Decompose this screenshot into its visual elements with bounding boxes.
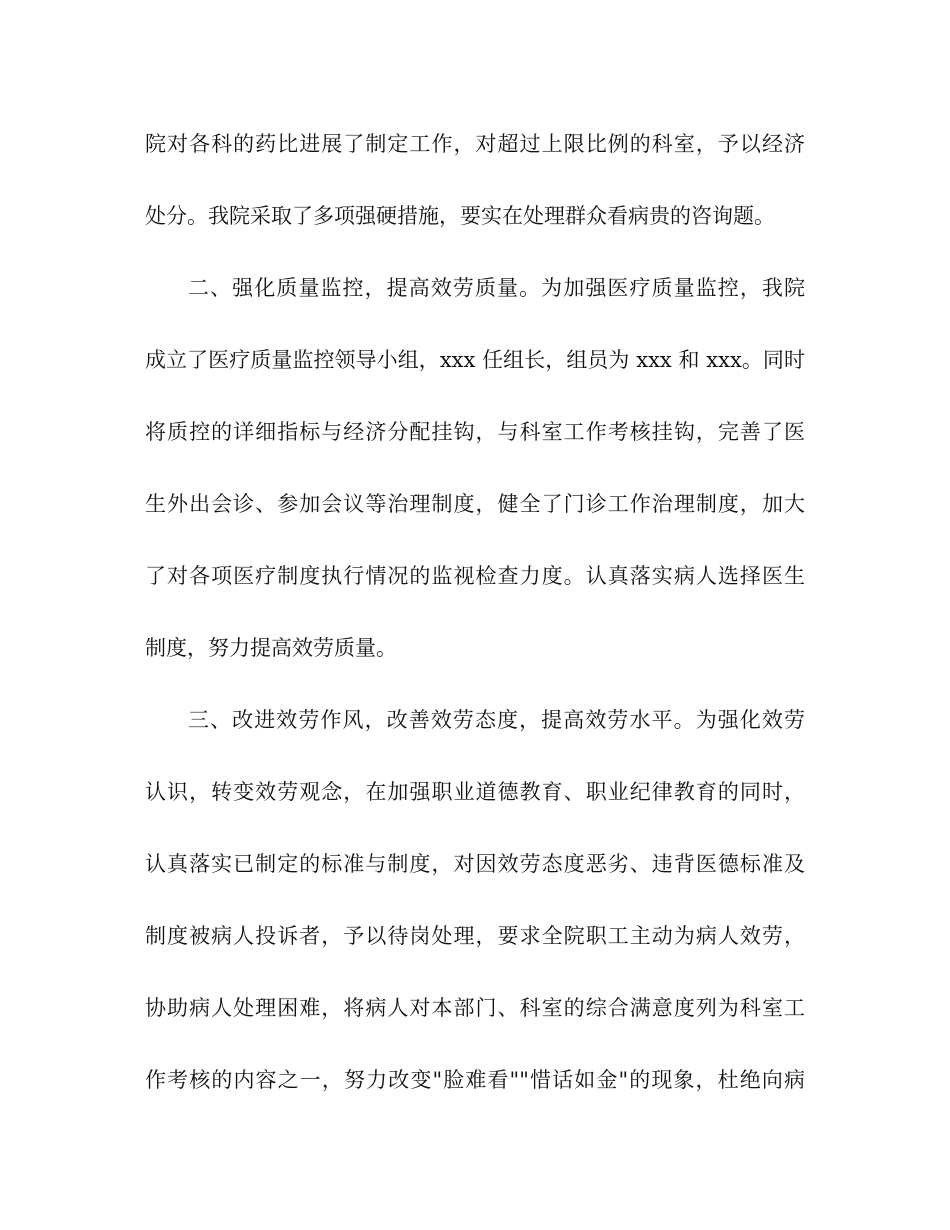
text-line: 协助病人处理困难，将病人对本部门、科室的综合满意度列为科室工: [145, 996, 805, 1020]
text-line: 生外出会诊、参加会议等治理制度，健全了门诊工作治理制度，加大: [145, 492, 805, 516]
text-line: 了对各项医疗制度执行情况的监视检查力度。认真落实病人选择医生: [145, 564, 805, 588]
text-line: 制度，努力提高效劳质量。: [145, 636, 397, 660]
paragraph-first-line: 三、改进效劳作风，改善效劳态度，提高效劳水平。为强化效劳: [188, 708, 805, 732]
text-line: 成立了医疗质量监控领导小组，xxx 任组长，组员为 xxx 和 xxx。同时: [145, 348, 805, 372]
text-line: 将质控的详细指标与经济分配挂钩，与科室工作考核挂钩，完善了医: [145, 420, 805, 444]
text-line: 作考核的内容之一，努力改变"脸难看""惜话如金"的现象，杜绝向病: [145, 1068, 805, 1092]
text-line: 院对各科的药比进展了制定工作，对超过上限比例的科室，予以经济: [145, 132, 805, 156]
text-line: 认识，转变效劳观念，在加强职业道德教育、职业纪律教育的同时，: [145, 780, 805, 804]
text-line: 认真落实已制定的标准与制度，对因效劳态度恶劣、违背医德标准及: [145, 852, 805, 876]
text-line: 处分。我院采取了多项强硬措施，要实在处理群众看病贵的咨询题。: [145, 204, 775, 228]
text-line: 制度被病人投诉者，予以待岗处理，要求全院职工主动为病人效劳，: [145, 924, 805, 948]
paragraph-first-line: 二、强化质量监控，提高效劳质量。为加强医疗质量监控，我院: [188, 276, 805, 300]
